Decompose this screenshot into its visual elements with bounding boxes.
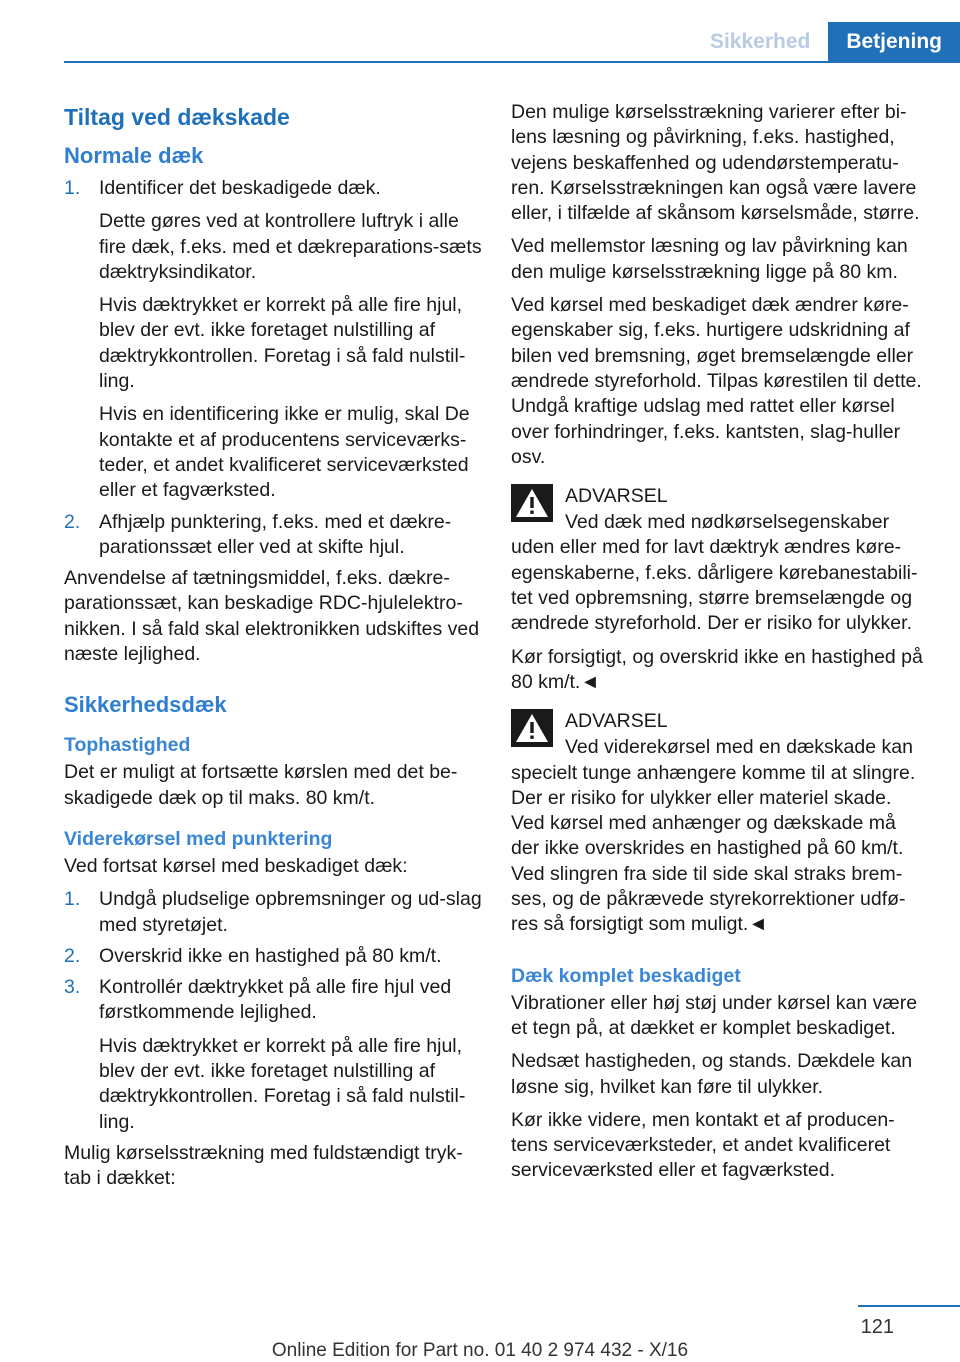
page-number-rule [858,1305,960,1307]
step-text: Kontrollér dæktrykket på alle fire hjul ved førstkommende lejlighed. [99,976,452,1024]
step-text: Undgå pludselige opbremsninger og ud‐slag med styretøjet. [99,888,482,936]
continue-driving-heading: Viderekørsel med punktering [64,827,333,850]
warning-box-1 [511,484,929,695]
safety-tires-heading: Sikkerhedsdæk [64,692,227,718]
top-speed-text: Det er muligt at fortsætte kørslen med det be‐skadigede dæk op til maks. 80 km/t. [64,761,458,809]
warning-triangle-icon [511,484,553,522]
damaged-paragraph: Nedsæt hastigheden, og stands. Dækdele kan løsne sig, hvilket kan føre til ulykker. [511,1050,913,1098]
warning-label: ADVARSEL [565,485,668,508]
step-text: Overskrid ikke en hastighed på 80 km/t. [99,944,442,967]
damaged-tire-heading: Dæk komplet beskadiget [511,964,741,987]
step-text: Dette gøres ved at kontrollere luftryk i alle fire dæk, f.eks. med et dækreparations‐sæts dæktryksindikator. [99,210,482,283]
tab-safety[interactable]: Sikkerhed [692,22,828,62]
top-speed-heading: Tophastighed [64,734,191,757]
edition-footer: Online Edition for Part no. 01 40 2 974 432 - X/16 [271,1340,689,1361]
step-text: Hvis dæktrykket er korrekt på alle fire hjul, blev der evt. ikke foretaget nulstilling af dæktrykkontrollen. Foretag i så fald nulstil‐ling. [99,1034,466,1133]
step-number: 1. [64,888,81,911]
range-paragraph: Den mulige kørselsstrækning varierer efter bi‐lens læsning og påvirkning, f.eks. hastighed, vejens beskaffenhed og udendørstemperatu‐ren. Kørselsstrækningen kan også være lavere eller, i tilfælde af skånsom kørselsmåde, større. [511,101,920,225]
tab-operation[interactable]: Betjening [828,22,960,62]
step-number: 2. [64,510,81,533]
step-number: 3. [64,976,81,999]
sealant-note: Anvendelse af tætningsmiddel, f.eks. dækre‐parationssæt, kan beskadige RDC-hjulelektro‐nikken. I så fald skal elektronikken udskiftes ved næste lejlighed. [64,567,480,666]
list-item [64,887,482,938]
header-rule [64,61,960,63]
range-paragraph: Ved mellemstor læsning og lav påvirkning kan den mulige kørselsstrækning ligge på 80 km. [511,235,908,283]
range-paragraph: Ved kørsel med beskadiget dæk ændrer køre‐egenskaber sig, f.eks. hurtigere udskridning af bilen ved bremsning, øget bremselængde eller ændrede styreforhold. Tilpas kørestilen til dette. Undgå kraftige udslag med rattet eller kørsel over forhindringer, f.eks. kantsten, slag‐huller osv. [511,294,922,468]
continue-driving-intro: Ved fortsat kørsel med beskadiget dæk: [64,854,408,877]
normal-tires-steps [64,176,482,560]
step-number: 1. [64,177,81,199]
range-intro: Mulig kørselsstrækning med fuldstændigt tryk‐tab i dækket: [64,1141,463,1190]
damaged-paragraph: Kør ikke videre, men kontakt et af producen‐tens serviceværksteder, et andet kvalificeret serviceværksted eller et fagværksted. [511,1108,895,1182]
warning-text: Ved viderekørsel med en dækskade kan specielt tunge anhængere komme til at slingre. Der er risiko for ulykker eller materiel skade. Ved kørsel med anhænger og dækskade må der ikke overskrides en hastighed på 60 km/t. Ved slingren fra side til side skal straks brem‐ses, og de påkrævede styrekorrektioner udfø‐res så forsigtigt som muligt.◄ [511,736,916,936]
warning-box-2 [511,709,929,937]
list-item [64,510,482,561]
page-number: 121 [860,1316,894,1338]
step-text: Hvis dæktrykket er korrekt på alle fire hjul, blev der evt. ikke foretaget nulstilling af dæktrykkontrollen. Foretag i så fald nulstil‐ling. [99,294,466,393]
continue-driving-steps [64,887,482,1135]
list-item [64,975,482,1135]
list-item [64,176,482,504]
list-item [64,944,482,969]
warning-label: ADVARSEL [565,710,668,733]
normal-tires-heading: Normale dæk [64,143,204,168]
step-text: Afhjælp punktering, f.eks. med et dækre‐parationssæt eller ved at skifte hjul. [99,510,452,558]
warning-triangle-icon [511,709,553,747]
warning-follow-up: Kør forsigtigt, og overskrid ikke en hastighed på 80 km/t.◄ [511,645,923,693]
step-text: Identificer det beskadigede dæk. [99,177,381,199]
warning-text: Ved dæk med nødkørselsegenskaber uden eller med for lavt dæktryk ændres køre‐egenskaberne, f.eks. dårligere kørebanestabili‐tet ved opbremsning, større bremselængde og ændrede styreforhold. Der er risiko for ulykker. [511,511,918,635]
section-tabs [692,22,960,62]
step-number: 2. [64,944,81,967]
left-column [64,100,482,1200]
damaged-paragraph: Vibrationer eller høj støj under kørsel kan være et tegn på, at dækket er komplet beskadiget. [511,991,918,1039]
step-text: Hvis en identificering ikke er mulig, skal De kontakte et af producentens serviceværks‐teder, et andet kvalificeret serviceværksted eller et fagværksted. [99,403,470,502]
right-column [511,100,929,1192]
section-title: Tiltag ved dækskade [64,104,290,130]
